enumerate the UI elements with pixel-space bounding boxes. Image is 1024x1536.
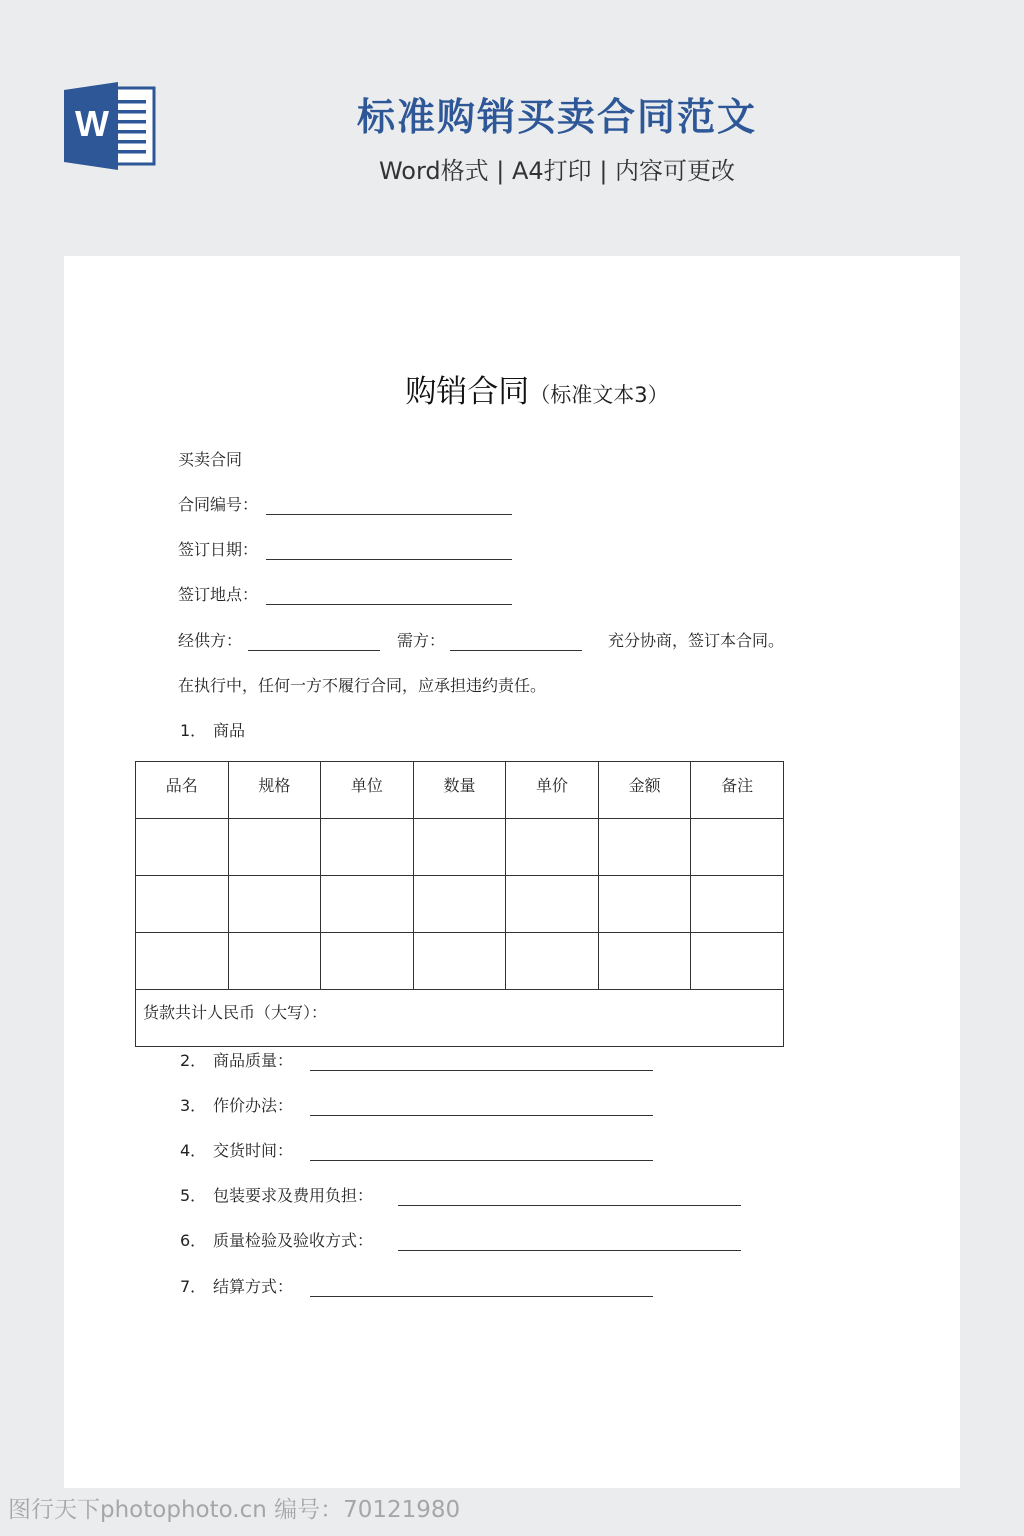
contract-title-main: 购销合同 (405, 374, 530, 410)
table-cell[interactable] (136, 876, 229, 933)
table-cell[interactable] (691, 819, 784, 876)
section-label: 商品质量： (213, 1051, 294, 1070)
column-header: 备注 (691, 762, 784, 819)
liability-text: 在执行中，任何一方不履行合同，应承担违约责任。 (178, 676, 547, 695)
section-4-blank[interactable] (310, 1160, 653, 1161)
goods-table (135, 761, 784, 1047)
section-label: 包装要求及费用负担： (213, 1186, 374, 1205)
page-header (0, 0, 1024, 240)
section-number: 5． (180, 1186, 207, 1205)
table-total-row (136, 990, 784, 1047)
sign-date-label: 签订日期： (178, 540, 259, 559)
section-5-packaging (180, 1184, 373, 1208)
table-cell[interactable] (413, 933, 506, 990)
table-cell[interactable] (321, 876, 414, 933)
contract-number-blank[interactable] (266, 514, 512, 515)
table-cell[interactable] (506, 933, 599, 990)
section-2-quality (180, 1049, 293, 1073)
table-cell[interactable] (598, 819, 691, 876)
sign-place-label: 签订地点： (178, 585, 259, 604)
section-3-pricing (180, 1094, 293, 1118)
column-header: 单位 (321, 762, 414, 819)
contract-title-suffix: （标准文本3） (529, 383, 669, 407)
page-title: 标准购销买卖合同范文 (356, 95, 757, 139)
section-2-blank[interactable] (310, 1070, 653, 1071)
column-header: 规格 (228, 762, 321, 819)
column-header: 数量 (413, 762, 506, 819)
supplier-blank[interactable] (248, 650, 380, 651)
agreement-text: 充分协商，签订本合同。 (608, 631, 785, 650)
table-cell[interactable] (598, 876, 691, 933)
table-cell[interactable] (506, 819, 599, 876)
section-6-inspection (180, 1229, 373, 1253)
section-number: 6． (180, 1231, 207, 1250)
word-logo-letter: W (75, 103, 109, 144)
section-number: 1． (180, 721, 207, 740)
table-cell[interactable] (136, 933, 229, 990)
section-label: 作价办法： (213, 1096, 294, 1115)
section-6-blank[interactable] (398, 1250, 741, 1251)
section-number: 4． (180, 1141, 207, 1160)
supplier-label: 经供方： (178, 631, 243, 650)
section-5-blank[interactable] (398, 1205, 741, 1206)
section-4-delivery-time (180, 1139, 293, 1163)
sign-place-blank[interactable] (266, 604, 512, 605)
buyer-label: 需方： (397, 631, 446, 650)
table-cell[interactable] (228, 933, 321, 990)
section-number: 7． (180, 1277, 207, 1296)
table-cell[interactable] (228, 876, 321, 933)
watermark-text: 图行天下photophoto.cn 编号：70121980 (8, 1497, 461, 1523)
section-7-settlement (180, 1275, 293, 1299)
contract-title (0, 366, 1024, 423)
table-cell[interactable] (691, 933, 784, 990)
column-header: 品名 (136, 762, 229, 819)
section-3-blank[interactable] (310, 1115, 653, 1116)
section-label: 商品 (213, 721, 246, 740)
table-cell[interactable] (598, 933, 691, 990)
section-number: 2． (180, 1051, 207, 1070)
table-row (136, 876, 784, 933)
column-header: 单价 (506, 762, 599, 819)
table-row (136, 933, 784, 990)
table-row (136, 819, 784, 876)
section-label: 结算方式： (213, 1277, 294, 1296)
table-header-row (136, 762, 784, 819)
table-cell[interactable] (321, 819, 414, 876)
page-subtitle: Word格式 | A4打印 | 内容可更改 (378, 157, 736, 185)
section-number: 3． (180, 1096, 207, 1115)
table-cell[interactable] (321, 933, 414, 990)
buyer-blank[interactable] (450, 650, 582, 651)
section-7-blank[interactable] (310, 1296, 653, 1297)
column-header: 金额 (598, 762, 691, 819)
section-label: 交货时间： (213, 1141, 294, 1160)
section-label: 质量检验及验收方式： (213, 1231, 374, 1250)
table-cell[interactable] (506, 876, 599, 933)
total-amount-cell[interactable]: 货款共计人民币（大写）： (136, 990, 784, 1047)
contract-heading: 买卖合同 (178, 450, 243, 469)
table-cell[interactable] (136, 819, 229, 876)
sign-date-blank[interactable] (266, 559, 512, 560)
table-cell[interactable] (413, 876, 506, 933)
table-cell[interactable] (228, 819, 321, 876)
table-cell[interactable] (413, 819, 506, 876)
table-cell[interactable] (691, 876, 784, 933)
contract-number-label: 合同编号： (178, 495, 259, 514)
section-1-goods (180, 719, 245, 743)
